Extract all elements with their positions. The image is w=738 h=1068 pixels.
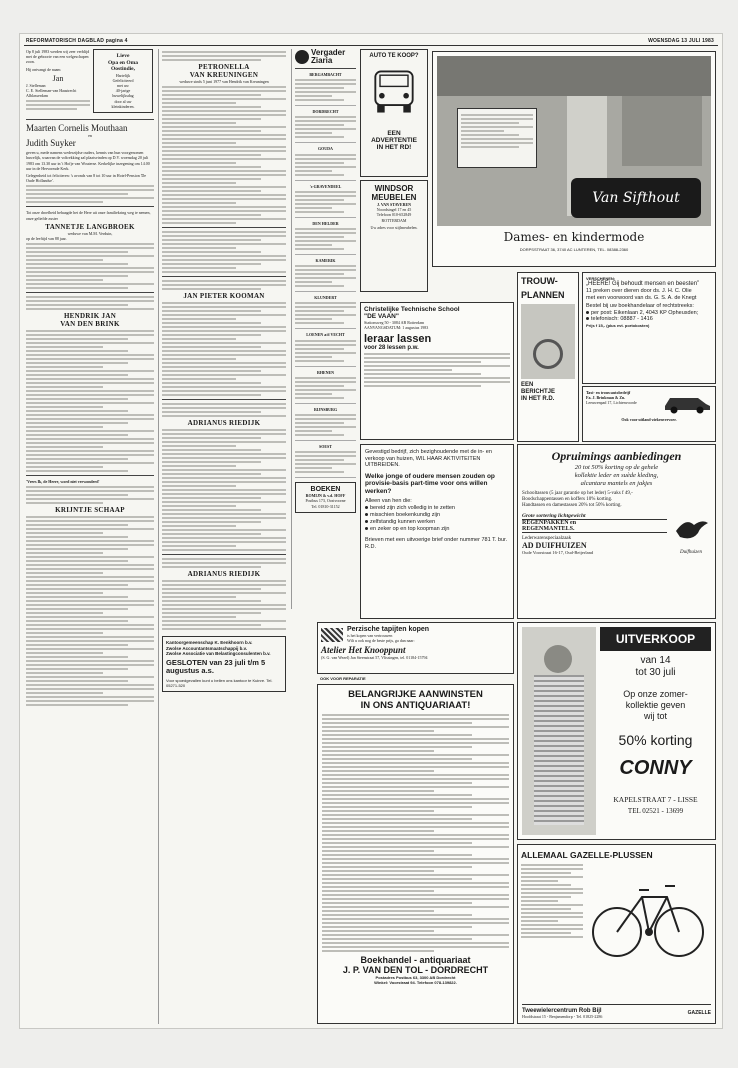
address-line: Alblasserdam [26,93,48,99]
sifthout-ad [432,51,716,267]
verschenen-label: VERSCHENEN: [586,276,616,281]
boeken-phone: Tel. 01810-31152 [311,503,340,509]
bride-name: Judith Suyker [26,138,76,149]
scripture-quote: 'Vrees Ik, de Heere, word niet verwonderd' [26,479,100,485]
deceased-name: ADRIANUS RIEDIJK [187,419,261,428]
church-location: GOUDA [318,146,333,152]
order-line: Bestel bij uw boekhandelaar of rechtstreeks: [586,303,694,310]
sale-date: van 14 [640,655,671,666]
opruiming-title: Opruimings aanbiedingen [551,449,682,463]
birth-notice-line: Hij ontvangt de naam [26,66,61,72]
office-name: Zwolse Associatie van Belastingconsulenten b.v. [166,651,271,657]
auto-ad-line: IN HET RD! [376,144,412,151]
atelier-address: (S. G. van Wezel) Jan Steenstraat 57, Vlissingen, tel. 01184-15794 [321,655,428,661]
trouw-line: EEN [521,382,534,388]
church-location: LOENEN a/d VECHT [306,332,345,338]
auto-ad-title: AUTO TE KOOP? [369,53,419,59]
gazelle-title: ALLEMAAL GAZELLE-PLUSSEN [521,850,653,860]
school-name: Christelijke Technische School [364,306,460,313]
office-name: Kantoorgemeenschap K. Eenkhoorn b.v. [166,640,253,646]
school-address: Stationsweg 50 - 3084 AB Rotterdam [364,320,425,325]
vergaderzalen-logo [295,49,356,65]
offer-line: Handtassen en damestassen 20% tot 50% korting. [522,503,622,508]
deceased-sub: weduwe sinds 5 juni 1977 van Hendrik van Kreuningen [179,79,269,84]
vacancy-title: leraar lassen [364,333,432,346]
school-name: "DE VAAN" [364,313,399,320]
conny-logo: CONNY [619,757,692,779]
book-title: „HEERE! Gij behoudt mensen en beesten” [586,281,700,288]
duif-logo-text: Duifhuizen [680,550,702,555]
atelier-name: Atelier Het Knooppunt [321,645,406,656]
gazelle-brand: GAZELLE [687,1010,711,1017]
boeken-title: BOEKEN [310,486,341,494]
deceased-name: HENDRIK JAN [63,312,117,321]
taxi-address: Leeuwenpad 17, Lichtenvoorde [586,400,637,406]
congrats-line: Gefeliciteerd [112,77,134,83]
taxi-note: Ook voor uitland-ziekenvervoer. [621,417,677,422]
windsor-owner: J. VAN STAVEREN [376,202,412,207]
car-icon [366,62,422,122]
sifthout-logo-text: Van Sifthout [592,190,680,206]
order-phone: telefonisch: 08887 - 1416 [591,316,653,323]
sale-line: kollektie geven [625,700,686,710]
church-location: BERGAMBACHT [309,72,342,77]
dames-kindermode: Dames- en kindermode [503,230,645,244]
church-location: SOEST [319,444,332,450]
opruiming-ad [517,444,716,619]
job-requirement: bereid zijn zich volledig in te zetten [370,505,455,511]
church-location: RHENEN [316,369,335,375]
school-date: AANVANGSDATUM: 1 augustus 1983 [364,325,429,331]
parents-line: J. Stelleman [26,82,46,88]
page-header-right: WOENSDAG 13 JULI 1983 [648,38,714,44]
job-intro: Gevestigd bedrijf, zich bezighoudende met de in- en verkoop van huizen, WIL HAAR AKTIVITEITEN UITBREIDEN. [365,449,492,468]
baby-name: Jan [52,73,64,83]
carpet-icon [321,628,343,642]
vacancy-sub: voor 28 lessen p.w. [364,345,419,352]
birth-notice: Op 8 juli 1983 werden wij zeer verblijd met de geboorte van een welgeschapen zoon. [26,49,90,65]
congrats-line: huwelijksdag [112,93,134,99]
wedding-rings-photo [521,304,575,379]
wedding-text: Gelegenheid tot feliciteren: 's avonds van 8 tot 10 uur in Hotel-Pension 'De Oude Hollandse'. [26,172,147,184]
church-location: RIJNSBURG [313,406,338,412]
trouw-line: BERICHTJE [521,389,556,395]
auto-ad-line: EEN [387,130,401,137]
shop-name: AD DUIFHUIZEN [522,541,587,550]
antiq-owner: J. P. VAN DEN TOL - DORDRECHT [342,965,489,975]
sale-line: wij tot [643,711,667,721]
windsor-phone: Telefoon 010-652849 [376,212,412,218]
deceased-sub: weduwe van M.M. Verduin, [67,230,113,236]
antiq-title: IN ONS ANTIQUARIAAT! [360,700,471,711]
school-ad [360,302,514,440]
sales-job-ad [360,444,514,619]
congrats-line: met uw [117,82,129,88]
deceased-age: op de leeftijd van 88 jaar. [26,235,67,241]
book-price: Prijs f 15,- (plus evt. portokosten) [586,322,650,328]
sale-date: tot 30 juli [635,667,676,678]
taxi-car-icon [662,390,712,414]
church-service [295,184,356,218]
congrats-line: kleinkinderen. [111,103,135,109]
offer-line: REGENMANTELS. [522,526,667,533]
auto-ad [360,49,428,177]
dove-icon [672,513,710,545]
newspaper-page [20,34,722,1028]
church-location: KAMERIK [315,258,336,264]
conny-phone: TEL 02521 - 13699 [627,807,684,815]
church-service [295,332,356,366]
offer-heading: Grote sortering lichtgewicht [522,513,667,520]
boeken-ad [295,482,356,513]
job-requirement: en zeker op en top koopman zijn [370,526,450,532]
antiq-title: BELANGRIJKE AANWINSTEN [348,689,483,700]
sifthout-address: DORPSSTRAAT 36, 3740 AC LUNTEREN, TEL. 08388-2360 [519,247,629,252]
logo-circle-icon [295,50,309,64]
logo-word: Ziaria [311,56,333,65]
windsor-ad [360,180,428,292]
deceased-name: TANNETJE LANGBROEK [45,222,135,231]
carpet-sub: is het kopen van vertrouwen [347,633,393,638]
job-reply: Brieven met een uitvoerige brief onder nummer 781 T. bur. R.D. [365,537,508,550]
deceased-name: KRIJNTJE SCHAAP [55,506,125,515]
trouw-title: TROUW- [521,276,558,286]
church-location: KLUNDERT [314,295,337,301]
windsor-tagline: Uw adres voor stijlmeubelen. [370,224,418,230]
job-requirement: zelfstandig kunnen werken [370,519,436,525]
carpet-title: Perzische tapijten kopen [347,626,430,633]
opruiming-line: kollektie leder en suède kleding, [574,472,659,479]
windsor-address: Noordsingel 17 en 45 [376,207,412,213]
logo-word: Vergader [311,49,346,57]
trouw-line: IN HET R.D. [521,396,555,402]
offer-line: Boodschappentassen en koffers 10% korting. [522,497,613,502]
church-service [295,407,356,441]
church-service [295,370,356,404]
church-services-list [295,72,356,478]
discount: 50% korting [618,732,693,748]
groom-name: Maarten Cornelis Mouthaan [26,122,128,133]
church-location: DORDRECHT [312,109,339,115]
shop-address: Oude Voorstraat 16-17, Oud-Beijerland [522,550,594,555]
carpet-sub: Wilt u ook nog de beste prijs, ga dan naar: [347,638,415,644]
conny-ad [517,622,716,840]
dress-photo [522,627,596,835]
book-author: 11 preken over dieren door ds. J. H. C. Olie [586,288,692,295]
trouwplannen-ad [517,272,579,442]
deceased-name: VAN DEN BRINK [60,320,120,329]
uitverkoop-banner [600,627,711,651]
antiquariaat-ad [317,684,514,1024]
opruiming-line: 20 tot 50% korting op de gehele [574,464,659,471]
column-3 [291,49,356,609]
dealer-address: Hoofdstraat 15 - Benjamendorp - Tel. 01825-2286 [522,1013,603,1019]
parents-line: C. E. Stelleman-van Haastrecht [26,88,77,94]
boeken-address: Postbus 173, Oostvoorne [305,498,346,504]
offer-line: REGENPAKKEN en [522,520,577,526]
order-post: per post: Eikenlaan 2, 4043 KP Opheusden; [591,309,699,316]
office-closed-ad [162,636,286,692]
header-rule [24,45,718,46]
deceased-name: JAN PIETER KOOMAN [183,292,265,301]
deceased-name: PETRONELLA [198,63,250,71]
taxi-company: Fa. J. Brinkman & Zn. [586,395,626,401]
page-header-left: REFORMATORISCH DAGBLAD pagina 4 [26,38,128,44]
windsor-title: WINDSOR [374,184,414,193]
antiq-shop: Boekhandel - antiquariaat [360,955,471,965]
taxi-ad [582,386,716,442]
trouw-title: PLANNEN [521,290,565,300]
congrats-box [93,49,153,113]
deceased-name: VAN KREUNINGEN [189,71,259,79]
church-service [295,444,356,478]
deceased-name: ADRIANUS RIEDIJK [187,570,261,579]
job-heading: Welke jonge of oudere mensen zouden op provisie-basis part-time voor ons willen werken? [365,472,495,495]
antiq-address: Postadres Postbus 63, 3300 AB Dordrecht [375,975,456,980]
column-2 [158,49,286,1024]
sale-line: Op onze zomer- [623,689,688,699]
job-requirement: misschien boekenkundig zijn [370,512,441,518]
church-service [295,258,356,292]
opruiming-line: alcantara mantels en jakjes [580,480,653,487]
dealer-name: Tweewielercentrum Rob Bijl [522,1007,602,1014]
church-service [295,221,356,255]
antiq-address: Winkel: Voorstraat 94. Telefoon 078-139822. [374,980,457,986]
column-4 [360,49,428,299]
store-photo [437,56,711,226]
repair-note: OOK VOOR REPARATIE [320,676,366,681]
church-location: DEN HELDER [312,220,339,226]
column-1 [26,49,154,1024]
carpet-ad [317,622,514,674]
emergency-line: Voor spoedgevallen kunt u bellen ons kantoor te Kuinre. Tel. 05271-520 [166,677,273,688]
wedding-text: geven u, mede namens wederzijdse ouders, kennis van hun voorgenomen huwelijk, waarvan de voltrekking zal plaatsvinden op D.V. woensdag 20 juli 1983 om 13.30 uur in 't Hofje van Wouterse. Kerkelijke inzegening om 14.00 uur in de Hervormde Kerk. [26,150,150,171]
uitverkoop-title: UITVERKOOP [615,632,696,646]
and-word: en [88,132,92,138]
congrats-line: 40-jarige [115,88,131,94]
offer-line: Schooltassen (5 jaar garantie op het leder) 5-vaks f 49,- [522,491,633,496]
church-location: 's-GRAVENDEEL [309,183,342,189]
sale-notice-board [457,108,537,168]
congrats-line: Hartelijk [115,72,131,78]
death-notice-intro: Tot onze droefheid behaagde het de Here uit onze familiekring weg te nemen, onze geliefde zuster [26,210,151,221]
bicycle-icon [587,862,707,972]
gazelle-ad [517,844,716,1024]
job-requirements-label: Alleen van hen die: [365,498,412,504]
auto-ad-line: ADVERTENTIE [371,137,417,144]
congrats-line: Lieve [116,53,130,59]
church-service [295,109,356,143]
taxi-title: Taxi- en trouwautobedrijf [586,390,631,395]
congrats-line: Oostindie, [111,66,135,72]
sifthout-logo [571,178,701,218]
book-foreword: met een voorwoord van ds. G. S. A. de Knegt [586,294,697,301]
church-service [295,295,356,329]
closed-notice: GESLOTEN van 23 juli t/m 5 augustus a.s. [166,657,266,676]
conny-address: KAPELSTRAAT 7 - LISSE [613,795,698,804]
windsor-city: ROTTERDAM [381,217,407,223]
shop-type: Lederwarenspeciaalzaak [522,536,572,541]
church-service [295,72,356,106]
congrats-line: Opa en Oma [108,59,138,66]
boeken-shop: ROMIJN & v.d. HOFF [305,493,346,499]
congrats-line: door al uw [114,98,132,104]
windsor-title: MEUBELEN [371,193,417,202]
office-name: Zwolse Accountantsmaatschappij b.v. [166,645,248,651]
book-ad [582,272,716,384]
church-service [295,146,356,180]
